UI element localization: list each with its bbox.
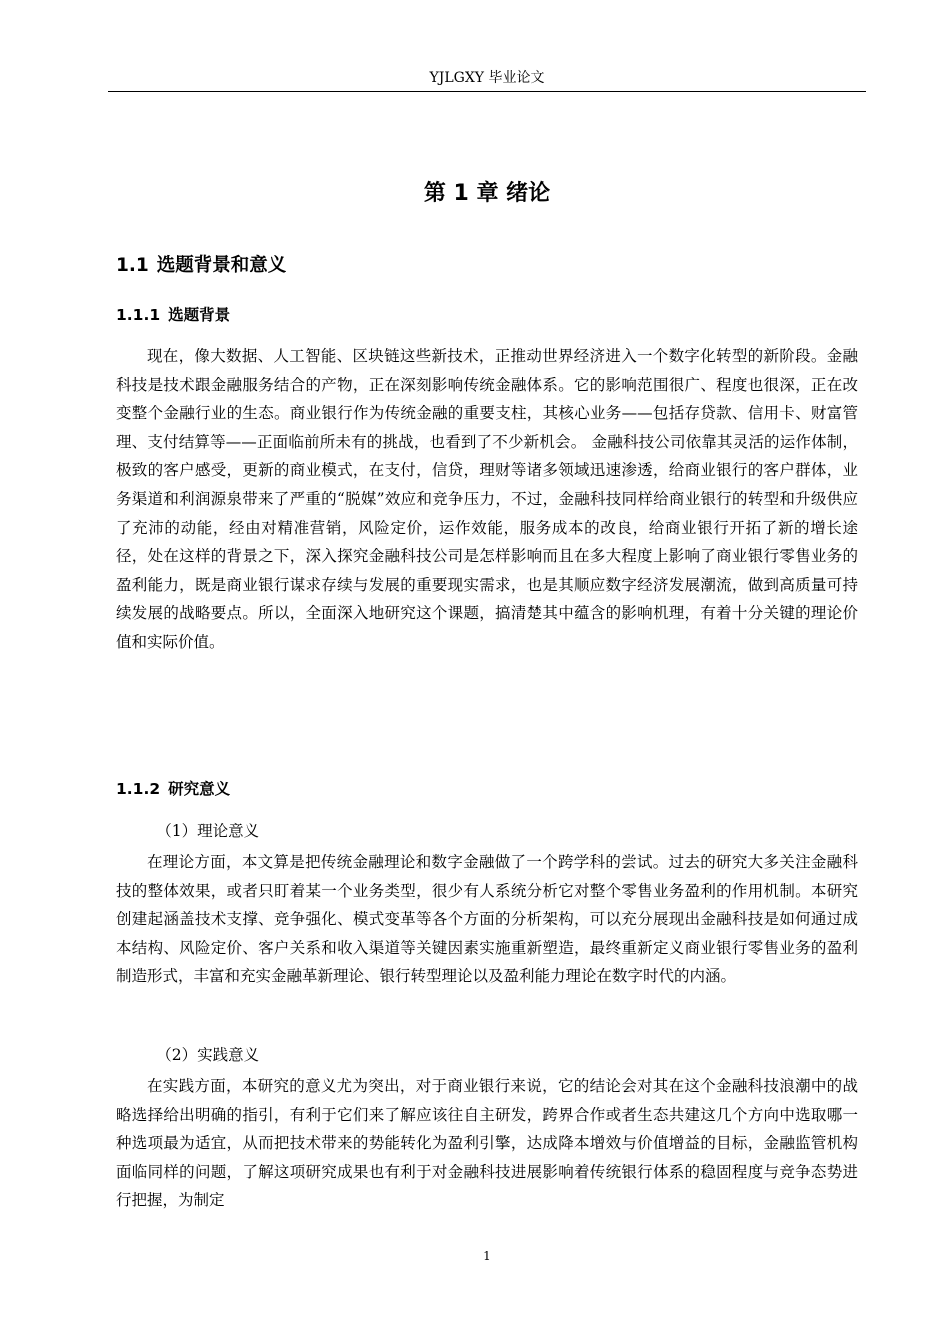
subsection-title: 研究意义 [168,780,231,798]
practice-paragraph: 在实践方面，本研究的意义尤为突出，对于商业银行来说，它的结论会对其在这个金融科技浪潮中的战略选择给出明确的指引，有利于它们来了解应该往自主研发，跨界合作或者生态共建这几个方向中选取哪一种选项最为适宜，从而把技术带来的势能转化为盈利引擎，达成降本增效与价值增益的目标，金融监管机构面临同样的问题，了解这项研究成果也有利于对金融科技进展影响着传统银行体系的稳固程度与竞争态势进行把握，为制定 [116,1077,858,1210]
subsection-number: 1.1.2 [116,780,161,798]
subsection-title: 选题背景 [168,306,231,324]
subsection-heading-1-1-1 [116,303,230,327]
section-heading-1-1 [116,252,286,280]
header-divider [108,91,866,92]
section-title: 选题背景和意义 [156,255,287,276]
chapter-title: 第 1 章 绪论 [423,181,551,206]
subsection-number: 1.1.1 [116,306,161,324]
page-header: YJLGXY 毕业论文 [429,70,545,86]
background-paragraph: 现在，像大数据、人工智能、区块链这些新技术，正推动世界经济进入一个数字化转型的新阶段。金融科技是技术跟金融服务结合的产物，正在深刻影响传统金融体系。它的影响范围很广、程度也很深，正在改变整个金融行业的生态。商业银行作为传统金融的重要支柱，其核心业务——包括存贷款、信用卡、财富管理、支付结算等——正面临前所未有的挑战，也看到了不少新机会。 金融科技公司依靠其灵活的运作体制，极致的客户感受，更新的商业模式，在支付，信贷，理财等诸多领域迅速渗透，给商业银行的客户群体，业务渠道和利润源泉带来了严重的“脱媒”效应和竞争压力，不过，金融科技同样给商业银行的转型和升级供应了充沛的动能，经由对精准营销，风险定价，运作效能，服务成本的改良，给商业银行开拓了新的增长途径，处在这样的背景之下，深入探究金融科技公司是怎样影响而且在多大程度上影响了商业银行零售业务的盈利能力，既是商业银行谋求存续与发展的重要现实需求，也是其顺应数字经济发展潮流，做到高质量可持续发展的战略要点。所以，全面深入地研究这个课题，搞清楚其中蕴含的影响机理，有着十分关键的理论价值和实际价值。 [116,347,858,651]
subsection-heading-1-1-2 [116,777,230,801]
section-number: 1.1 [116,255,149,276]
theory-paragraph: 在理论方面，本文算是把传统金融理论和数字金融做了一个跨学科的尝试。过去的研究大多关注金融科技的整体效果，或者只盯着某一个业务类型，很少有人系统分析它对整个零售业务盈利的作用机制。本研究创建起涵盖技术支撑、竞争强化、模式变革等各个方面的分析架构，可以充分展现出金融科技是如何通过成本结构、风险定价、客户关系和收入渠道等关键因素实施重新塑造，最终重新定义商业银行零售业务的盈利制造形式，丰富和充实金融革新理论、银行转型理论以及盈利能力理论在数字时代的内涵。 [116,853,858,986]
practice-significance-label: （2）实践意义 [156,1046,260,1064]
page-number: 1 [483,1249,491,1263]
theory-significance-label: （1）理论意义 [156,822,260,840]
